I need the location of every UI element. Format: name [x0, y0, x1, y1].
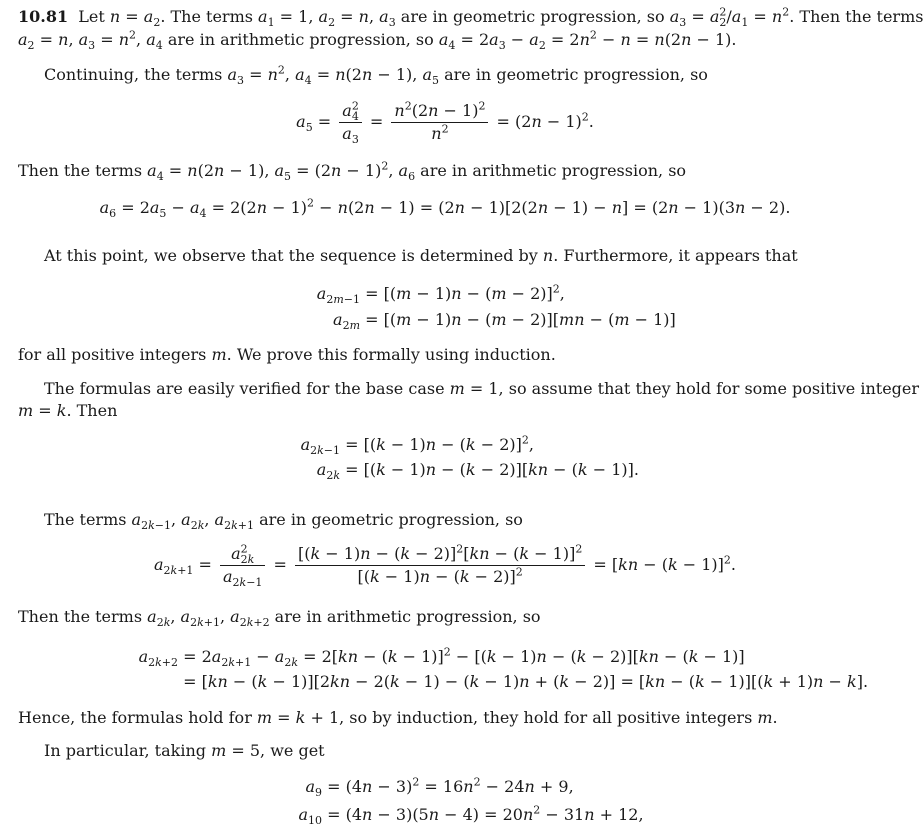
equation-a10: $a_{10} = (4n - 3)(5n - 4) = 20n^2 - 31n + 12$, — [298, 803, 644, 828]
equation-hypothesis-even: $a_{2k} = [(k - 1)n - (k - 2)][kn - (k - 1)]$. — [316, 460, 639, 483]
paragraph-arithmetic-step: Then the terms $a_{2k}$, $a_{2k+1}$, $a_{2k+2}$ are in arithmetic progression, so — [18, 607, 541, 630]
paragraph-induction-claim: for all positive integers m. We prove this formally using induction. — [18, 345, 556, 364]
paragraph-a4-a5-a6: Then the terms $a_4 = n(2n - 1)$, $a_5 = (2n - 1)^2$, $a_6$ are in arithmetic progression, so — [18, 159, 687, 184]
equation-even-term-line-2: = [kn − (k − 1)][2kn − 2(k − 1) − (k − 1)n + (k − 2)] = [kn − (k − 1)][(k + 1)n − k]. — [178, 672, 869, 691]
problem-intro-line-1: 10.81 Let $n = a_2$. The terms $a_1 = 1$, $a_2 = n$, $a_3$ are in geometric progression, so $a_3 = a^2_2/a_1 = n^2$. Then the terms — [18, 5, 923, 30]
paragraph-base-case-line-2: m = k. Then — [18, 401, 118, 420]
paragraph-particular: In particular, taking m = 5, we get — [44, 741, 325, 760]
problem-number: 10.81 — [18, 7, 69, 26]
paragraph-conclusion: Hence, the formulas hold for m = k + 1, so by induction, they hold for all positive integers m. — [18, 708, 778, 727]
equation-conjecture-even: $a_{2m} = [(m - 1)n - (m - 2)][mn - (m - 1)]$ — [333, 310, 676, 333]
equation-even-term-line-1: $a_{2k+2} = 2a_{2k+1} - a_{2k} = 2[kn - (k - 1)]^2 - [(k - 1)n - (k - 2)][kn - (k - 1)]$ — [138, 645, 745, 670]
paragraph-base-case-line-1: The formulas are easily verified for the base case m = 1, so assume that they hold for some positive integer — [44, 379, 920, 398]
equation-hypothesis-odd: $a_{2k-1} = [(k - 1)n - (k - 2)]^2$, — [300, 433, 534, 458]
equation-a6: $a_6 = 2a_5 - a_4 = 2(2n - 1)^2 - n(2n - 1) = (2n - 1)[2(2n - 1) - n] = (2n - 1)(3n - 2)$. — [99, 196, 791, 221]
paragraph-continuing: Continuing, the terms $a_3 = n^2$, $a_4 = n(2n - 1)$, $a_5$ are in geometric progression, so — [44, 63, 708, 88]
problem-intro-line-2: $a_2 = n$, $a_3 = n^2$, $a_4$ are in arithmetic progression, so $a_4 = 2a_3 - a_2 = 2n^2 - n = n(2n - 1)$. — [18, 28, 737, 53]
paragraph-geometric-step: The terms $a_{2k-1}$, $a_{2k}$, $a_{2k+1}$ are in geometric progression, so — [44, 510, 523, 533]
equation-conjecture-odd: $a_{2m-1} = [(m - 1)n - (m - 2)]^2$, — [316, 282, 565, 307]
paragraph-observe: At this point, we observe that the sequence is determined by n. Furthermore, it appears that — [44, 246, 798, 265]
equation-a9: $a_9 = (4n - 3)^2 = 16n^2 - 24n + 9$, — [305, 775, 574, 800]
equation-a5: $a_5$ = $\frac{a^2_4}{a_3}$ = $\frac{n^2(2n - 1)^2}{n^2}$ = $(2n - 1)^2$. — [296, 99, 594, 147]
equation-odd-term: $a_{2k+1}$ = $\frac{a^2_{2k}}{a_{2k-1}}$ = $\frac{[(k - 1)n - (k - 2)]^2[kn - (k - 1)]^2}{[(k - 1)n - (k - 2)]^2}$ = [kn − (k − 1)]$^2$. — [153, 542, 737, 590]
